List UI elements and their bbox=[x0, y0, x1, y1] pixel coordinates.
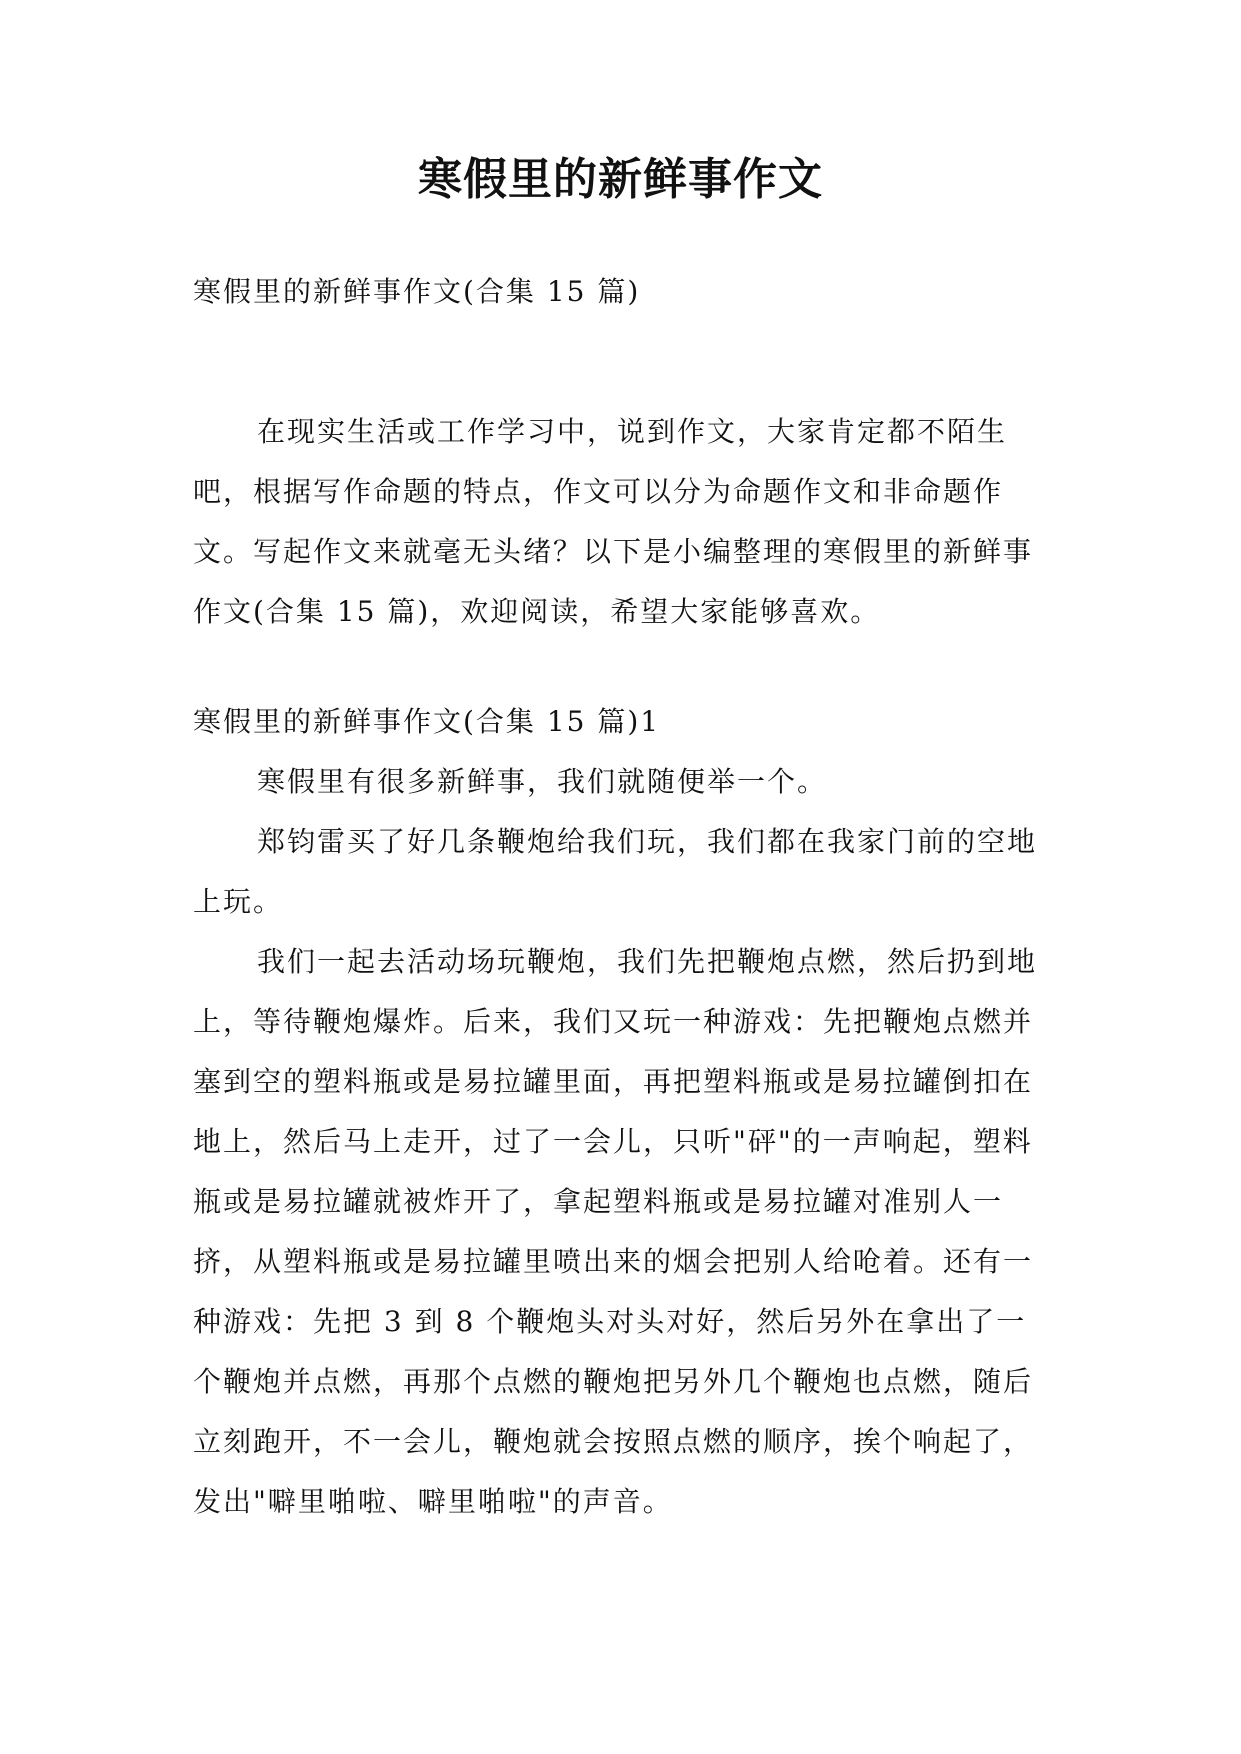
section-paragraph: 我们一起去活动场玩鞭炮，我们先把鞭炮点燃，然后扔到地上，等待鞭炮爆炸。后来，我们又玩一种游戏：先把鞭炮点燃并塞到空的塑料瓶或是易拉罐里面，再把塑料瓶或是易拉罐倒扣在地上，然后马上走开，过了一会儿，只听"砰"的一声响起，塑料瓶或是易拉罐就被炸开了，拿起塑料瓶或是易拉罐对准别人一挤，从塑料瓶或是易拉罐里喷出来的烟会把别人给呛着。还有一种游戏：先把 3 到 8 个鞭炮头对头对好，然后另外在拿出了一个鞭炮并点燃，再那个点燃的鞭炮把另外几个鞭炮也点燃，随后立刻跑开，不一会儿，鞭炮就会按照点燃的顺序，挨个响起了，发出"噼里啪啦、噼里啪啦"的声音。 bbox=[193, 945, 1038, 1518]
section-body bbox=[193, 752, 1053, 1532]
intro-paragraph: 在现实生活或工作学习中，说到作文，大家肯定都不陌生吧，根据写作命题的特点，作文可以分为命题作文和非命题作文。写起作文来就毫无头绪？以下是小编整理的寒假里的新鲜事作文(合集 15 篇)，欢迎阅读，希望大家能够喜欢。 bbox=[193, 415, 1034, 628]
document-subtitle: 寒假里的新鲜事作文(合集 15 篇) bbox=[193, 275, 641, 308]
section-paragraph: 郑钧雷买了好几条鞭炮给我们玩，我们都在我家门前的空地上玩。 bbox=[193, 825, 1038, 918]
section-heading: 寒假里的新鲜事作文(合集 15 篇)1 bbox=[193, 705, 661, 738]
document-title: 寒假里的新鲜事作文 bbox=[418, 154, 823, 205]
section-paragraph: 寒假里有很多新鲜事，我们就随便举一个。 bbox=[257, 765, 828, 798]
